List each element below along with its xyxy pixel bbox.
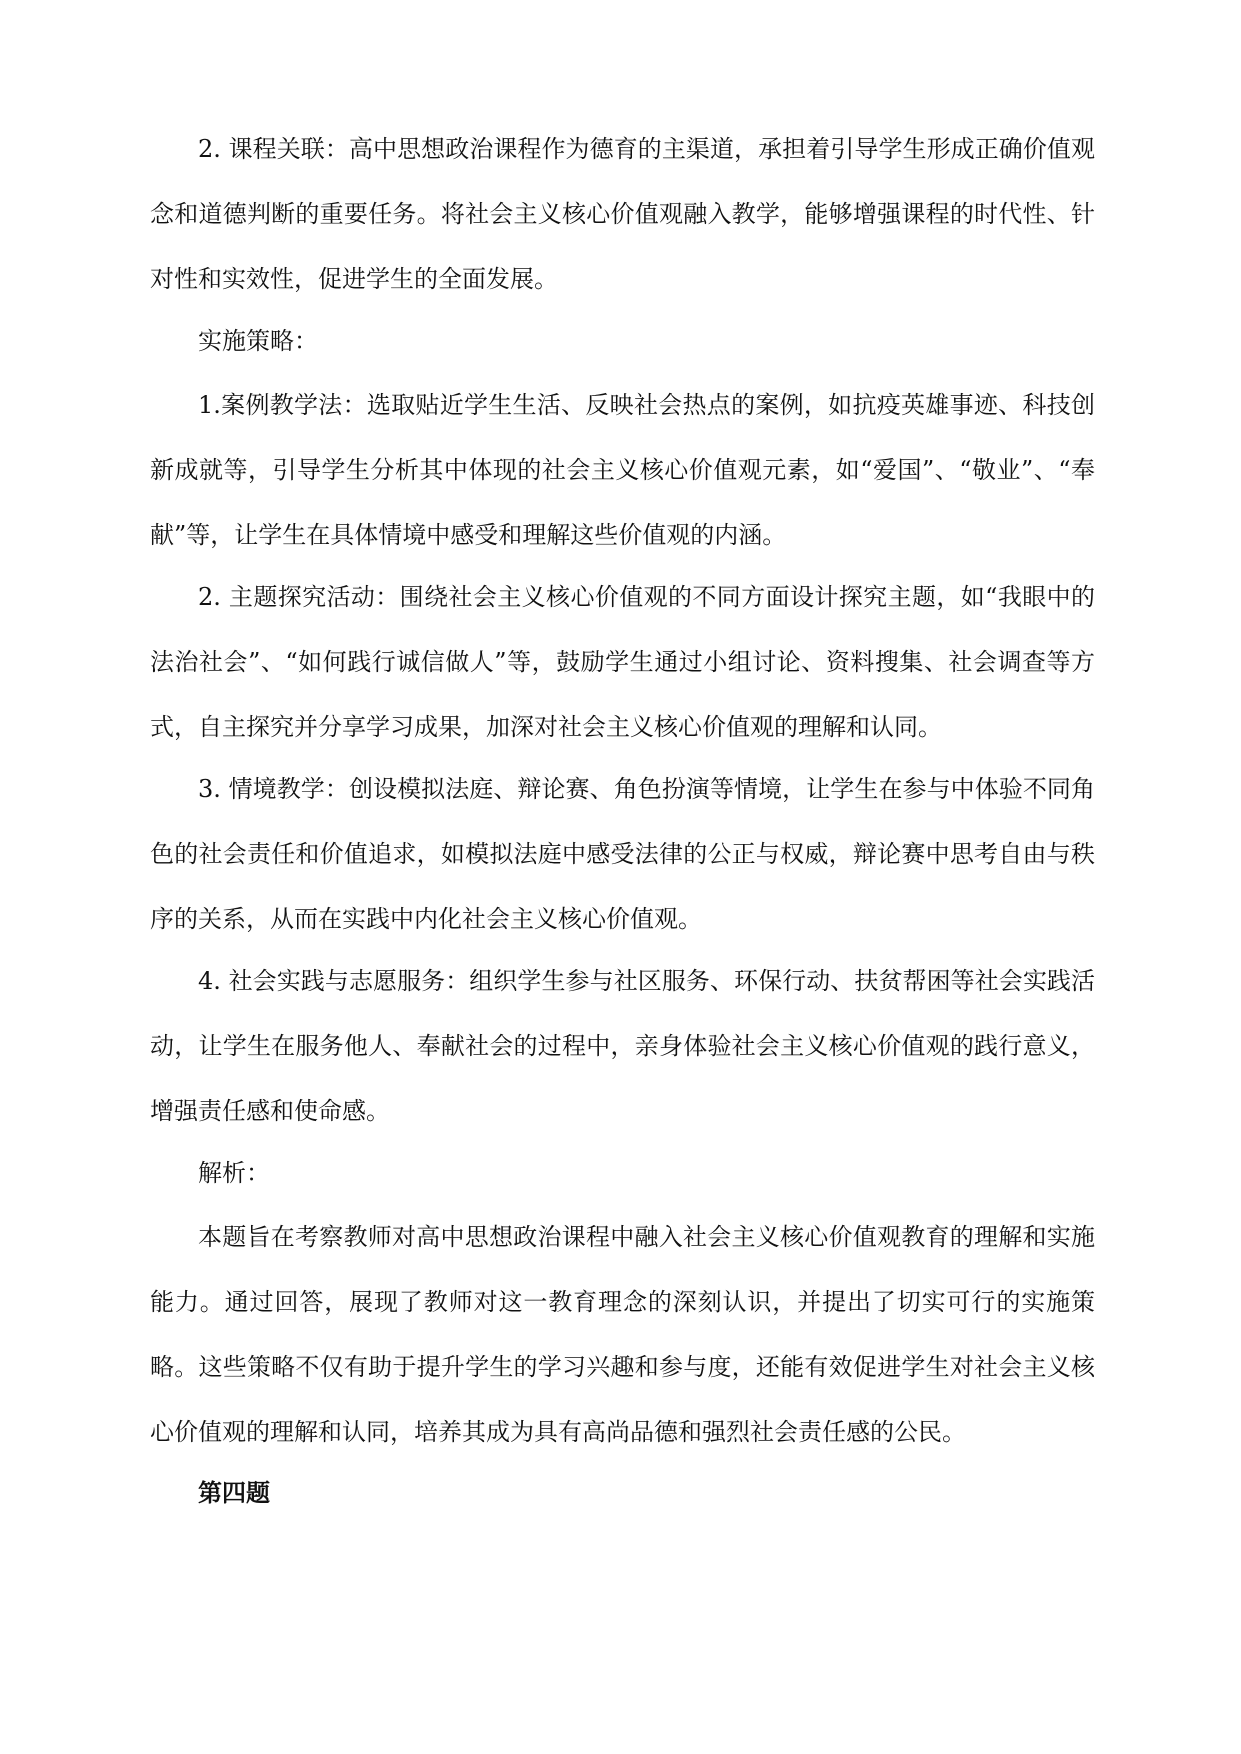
course-link-paragraph: 2. 课程关联：高中思想政治课程作为德育的主渠道，承担着引导学生形成正确价值观念和道德判断的重要任务。将社会主义核心价值观融入教学，能够增强课程的时代性、针对性和实效性，促进学生的全面发展。 bbox=[150, 135, 1095, 293]
analysis-paragraph: 本题旨在考察教师对高中思想政治课程中融入社会主义核心价值观教育的理解和实施能力。通过回答，展现了教师对这一教育理念的深刻认识，并提出了切实可行的实施策略。这些策略不仅有助于提升学生的学习兴趣和参与度，还能有效促进学生对社会主义核心价值观的理解和认同，培养其成为具有高尚品德和强烈社会责任感的公民。 bbox=[150, 1223, 1095, 1446]
question-four-heading: 第四题 bbox=[198, 1478, 270, 1507]
strategy-2-paragraph: 2. 主题探究活动：围绕社会主义核心价值观的不同方面设计探究主题，如“我眼中的法治社会”、“如何践行诚信做人”等，鼓励学生通过小组讨论、资料搜集、社会调查等方式，自主探究并分享学习成果，加深对社会主义核心价值观的理解和认同。 bbox=[150, 583, 1095, 741]
strategy-4-paragraph: 4. 社会实践与志愿服务：组织学生参与社区服务、环保行动、扶贫帮困等社会实践活动，让学生在服务他人、奉献社会的过程中，亲身体验社会主义核心价值观的践行意义，增强责任感和使命感。 bbox=[150, 967, 1095, 1125]
strategy-1-paragraph: 1.案例教学法：选取贴近学生生活、反映社会热点的案例，如抗疫英雄事迹、科技创新成就等，引导学生分析其中体现的社会主义核心价值观元素，如“爱国”、“敬业”、“奉献”等，让学生在具体情境中感受和理解这些价值观的内涵。 bbox=[150, 391, 1095, 549]
strategy-heading: 实施策略： bbox=[198, 327, 318, 355]
analysis-heading: 解析： bbox=[198, 1159, 270, 1187]
strategy-3-paragraph: 3. 情境教学：创设模拟法庭、辩论赛、角色扮演等情境，让学生在参与中体验不同角色的社会责任和价值追求，如模拟法庭中感受法律的公正与权威，辩论赛中思考自由与秩序的关系，从而在实践中内化社会主义核心价值观。 bbox=[150, 775, 1095, 933]
